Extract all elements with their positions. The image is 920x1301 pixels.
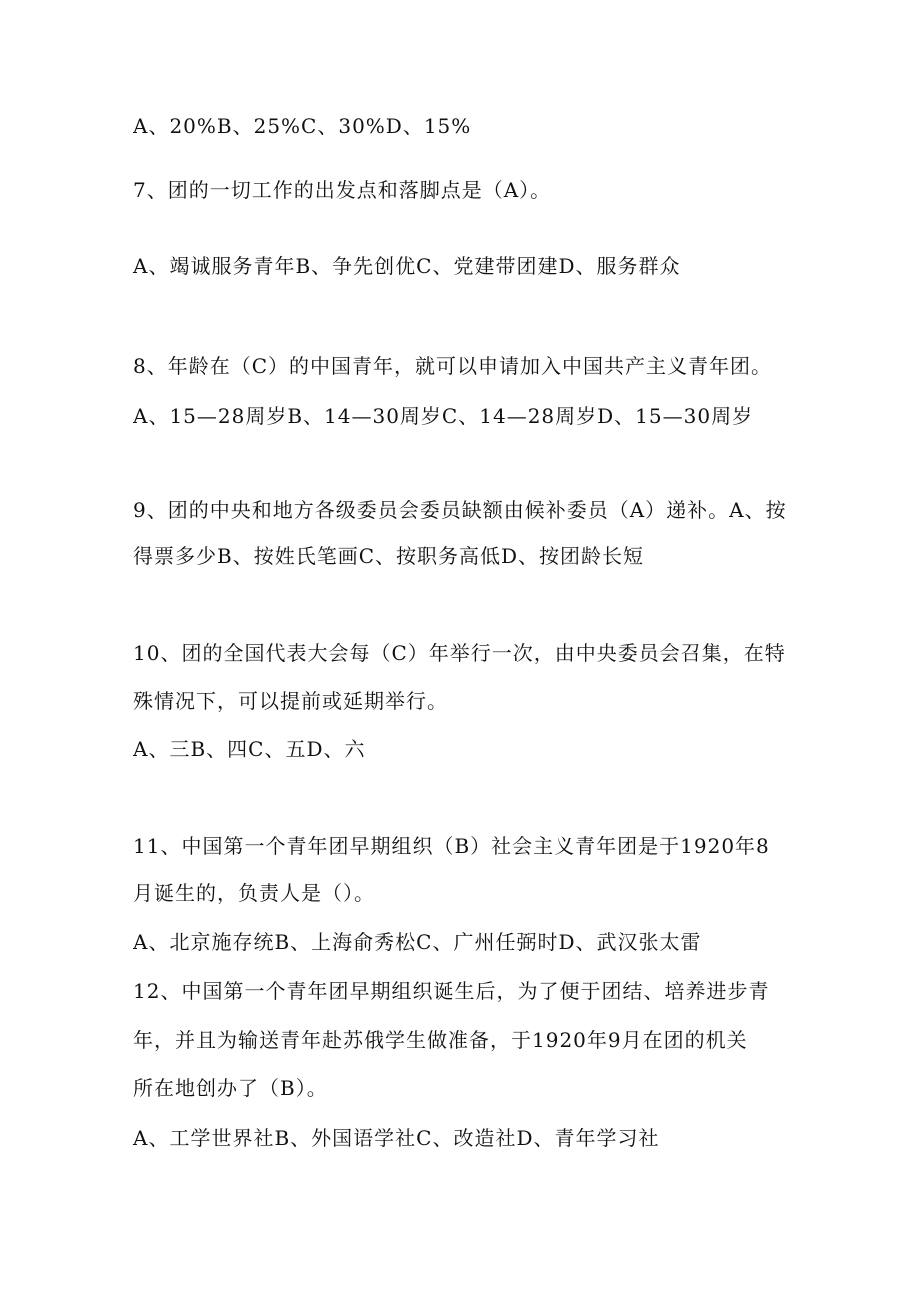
q12-options: A、工学世界社B、外国语学社C、改造社D、青年学习社 bbox=[133, 1126, 660, 1150]
q7-question: 7、团的一切工作的出发点和落脚点是（A）。 bbox=[133, 178, 552, 202]
q11-question-line1: 11、中国第一个青年团早期组织（B）社会主义青年团是于1920年8 bbox=[133, 834, 770, 858]
q10-options: A、三B、四C、五D、六 bbox=[133, 737, 366, 761]
q8-question: 8、年龄在（C）的中国青年，就可以申请加入中国共产主义青年团。 bbox=[133, 354, 773, 378]
q9-question-line1: 9、团的中央和地方各级委员会委员缺额由候补委员（A）递补。A、按 bbox=[133, 498, 787, 522]
q8-options: A、15—28周岁B、14—30周岁C、14—28周岁D、15—30周岁 bbox=[133, 404, 754, 428]
q6-options: A、20%B、25%C、30%D、15% bbox=[133, 114, 472, 138]
q7-options: A、竭诚服务青年B、争先创优C、党建带团建D、服务群众 bbox=[133, 254, 681, 278]
q10-question-line1: 10、团的全国代表大会每（C）年举行一次，由中央委员会召集，在特 bbox=[133, 641, 786, 665]
q11-question-line2: 月诞生的，负责人是（）。 bbox=[133, 881, 375, 905]
q12-question-line2: 年，并且为输送青年赴苏俄学生做准备，于1920年9月在团的机关 bbox=[133, 1028, 748, 1052]
q12-question-line3: 所在地创办了（B）。 bbox=[133, 1076, 328, 1100]
q12-question-line1: 12、中国第一个青年团早期组织诞生后，为了便于团结、培养进步青 bbox=[133, 979, 770, 1003]
q10-question-line2: 殊情况下，可以提前或延期举行。 bbox=[133, 689, 448, 713]
q11-options: A、北京施存统B、上海俞秀松C、广州任弼时D、武汉张太雷 bbox=[133, 930, 702, 954]
q9-question-line2: 得票多少B、按姓氏笔画C、按职务高低D、按团龄长短 bbox=[133, 544, 645, 568]
